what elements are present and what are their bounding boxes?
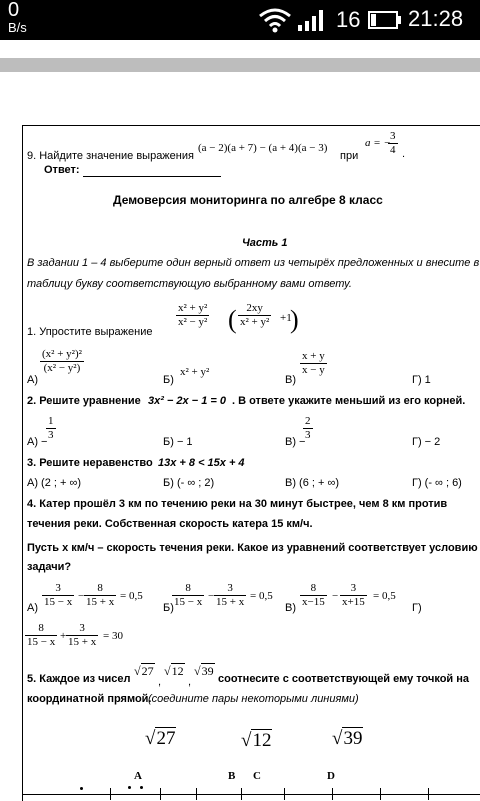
q4-optV-f1-den: x−15 [302,596,325,608]
q5-root-27: √27 [134,664,154,678]
point-label-d: D [327,770,335,782]
q4-line-4: задачи? [27,561,72,573]
q4-option-b-op: − [208,590,215,602]
number-line-tick [241,788,242,800]
q4-option-a-op: − [78,590,85,602]
q4-option-b: Б) [163,602,174,614]
q2-label: 2. Решите уравнение [27,395,141,407]
instructions-line-1: В задании 1 – 4 выберите один верный ответ из четырёх предложенных и внесите в [27,257,480,269]
q2-optV-num: 2 [305,415,311,427]
q4-option-b-fraction-1 [172,582,204,609]
q5-root-39: √39 [194,664,214,678]
q9-expression: (a − 2)(a + 7) − (a + 4)(a − 3) [198,142,328,154]
q4-line-2: течения реки. Собственная скорость катера 15 км/ч. [27,518,313,530]
q1-option-b-value: x² + y² [180,366,210,378]
q4-option-g-fraction-1 [25,622,57,649]
status-bar [0,0,480,40]
q2-option-g: Г) − 2 [412,436,441,448]
q1-option-v: В) [285,374,296,386]
clock: 21:28 [408,6,464,31]
q1-optA-num: (x² + y²)² [42,348,82,360]
number-line-tick [160,788,161,800]
q4-optA-f1-num: 3 [42,582,74,596]
q1-paren-close: ) [290,305,299,334]
point-dot [80,787,83,790]
q2-option-b: Б) − 1 [163,436,193,448]
q2-optA-num: 1 [48,415,54,427]
q4-optG-f2-den: 15 + x [68,636,97,648]
q2-optV-den: 3 [305,429,311,441]
number-line-tick [332,788,333,800]
q5-n2: 12 [171,664,184,678]
q2-tail: . В ответе укажите меньший из его корней. [232,395,466,407]
q4-optA-f1-den: 15 − x [44,596,73,608]
q4-option-a-eq: = 0,5 [120,590,143,602]
q4-optG-f1-den: 15 − x [27,636,56,648]
q4-option-v: В) [285,602,296,614]
instructions-line-2: таблицу букву соответствующую выбранному вами ответу. [27,278,352,290]
q1-option-a: А) [27,374,38,386]
q1-f1-num: x² + y² [178,302,208,314]
part-heading: Часть 1 [242,237,288,249]
q5-big1: 27 [156,728,176,749]
q2-option-v: В) − [285,436,306,448]
q1-f2-den: x² + y² [240,316,270,328]
q1-paren-open: ( [228,305,237,334]
q9-tail: . [402,148,406,160]
q9-a-num: 3 [390,130,396,142]
q5-big3: 39 [343,728,363,749]
q2-option-a-fraction [46,415,56,442]
q4-option-b-eq: = 0,5 [250,590,273,602]
number-line-tick [110,788,111,800]
point-label-c: C [253,770,261,782]
q4-option-g-fraction-2 [66,622,98,649]
q5-big-root-12: √12 [241,730,272,751]
q4-optB-f1-num: 8 [172,582,204,596]
number-line-tick [196,788,197,800]
q1-fraction-2 [238,302,271,329]
q3-option-v: В) (6 ; + ∞) [285,477,339,489]
number-line-tick [380,788,381,800]
wifi-icon [258,7,292,33]
q4-line-3: Пусть х км/ч – скорость течения реки. Какое из уравнений соответствует условию [27,542,478,554]
q5-label: 5. Каждое из чисел [27,673,131,685]
q4-option-g-op: + [60,630,67,642]
q3-option-b: Б) (- ∞ ; 2) [163,477,215,489]
q9-a-eq: a = − [365,137,391,149]
speed-value: 0 [8,0,20,21]
q1-f1-den: x² − y² [178,316,208,328]
number-line-tick [428,788,429,800]
q3-label: 3. Решите неравенство [27,457,153,469]
q4-optB-f2-den: 15 + x [216,596,245,608]
point-label-a: A [134,770,142,782]
q2-option-a: А) − [27,436,48,448]
point-dot [140,786,143,789]
battery-icon [368,10,402,30]
q4-option-g: Г) [412,602,422,614]
q4-option-v-fraction-2 [340,582,367,609]
q4-optV-f1-num: 8 [300,582,327,596]
q5-root-12: √12 [164,664,184,678]
document-title: Демоверсия мониторинга по алгебре 8 класс [113,193,383,207]
q1-option-v-fraction [300,350,327,377]
q3-option-a: А) (2 ; + ∞) [27,477,81,489]
q4-optA-f2-den: 15 + x [86,596,115,608]
q5-big-root-39: √39 [332,728,363,749]
point-label-b: B [228,770,236,782]
q5-hint: (соедините пары некоторыми линиями) [148,693,359,705]
q9-when: при [340,150,359,162]
q9-answer-line [83,176,221,177]
q4-optB-f1-den: 15 − x [174,596,203,608]
q4-option-b-fraction-2 [214,582,246,609]
signal-icon [298,9,328,31]
q4-option-a: А) [27,602,38,614]
q5-comma-1: , [158,676,162,688]
q9-a-fraction [388,130,398,157]
q3-option-g: Г) (- ∞ ; 6) [412,477,462,489]
q1-optV-den: x − y [302,364,325,376]
q4-option-v-fraction-1 [300,582,327,609]
q4-optB-f2-num: 3 [214,582,246,596]
speed-unit: B/s [8,20,27,35]
q4-option-v-eq: = 0,5 [373,590,396,602]
q4-optG-f1-num: 8 [25,622,57,636]
q1-optV-num: x + y [302,350,325,362]
q1-plus-one: +1 [280,312,292,324]
q3-inequality: 13x + 8 < 15x + 4 [158,457,245,469]
q1-option-g: Г) 1 [412,374,431,386]
toolbar-divider [0,58,480,72]
point-dot [128,786,131,789]
q9-label: 9. Найдите значение выражения [27,150,194,162]
q1-f2-num: 2xy [238,302,271,316]
q1-fraction-1 [176,302,209,329]
q5-n3: 39 [201,664,214,678]
q4-option-a-fraction-2 [84,582,116,609]
q5-n1: 27 [141,664,154,678]
q4-option-g-eq: = 30 [103,630,123,642]
q1-optA-den: (x² − y²) [43,362,81,374]
q5-tail: соотнесите с соответствующей ему точкой на [218,673,469,685]
q2-equation: 3x² − 2x − 1 = 0 [148,395,226,407]
q4-option-v-op: − [332,590,339,602]
q4-optV-f2-den: x+15 [342,596,365,608]
q4-optA-f2-num: 8 [84,582,116,596]
q1-label: 1. Упростите выражение [27,326,153,338]
q4-option-a-fraction-1 [42,582,74,609]
q9-answer-label: Ответ: [44,164,80,176]
q5-big-root-27: √27 [145,728,176,749]
q2-option-v-fraction [303,415,313,442]
q5-big2: 12 [252,730,272,751]
q5-line-2: координатной прямой. [27,693,152,705]
q9-a-den: 4 [390,144,396,156]
q4-optV-f2-num: 3 [340,582,367,596]
q4-optG-f2-num: 3 [66,622,98,636]
q5-comma-2: , [188,676,192,688]
q1-option-a-fraction [40,348,84,375]
number-line [22,794,480,795]
network-speed [8,0,27,34]
q4-line-1: 4. Катер прошёл 3 км по течению реки на 30 минут быстрее, чем 8 км против [27,498,448,510]
number-line-tick [284,788,285,800]
q1-option-b: Б) [163,374,174,386]
battery-level: 16 [336,7,361,32]
q2-optA-den: 3 [48,429,54,441]
